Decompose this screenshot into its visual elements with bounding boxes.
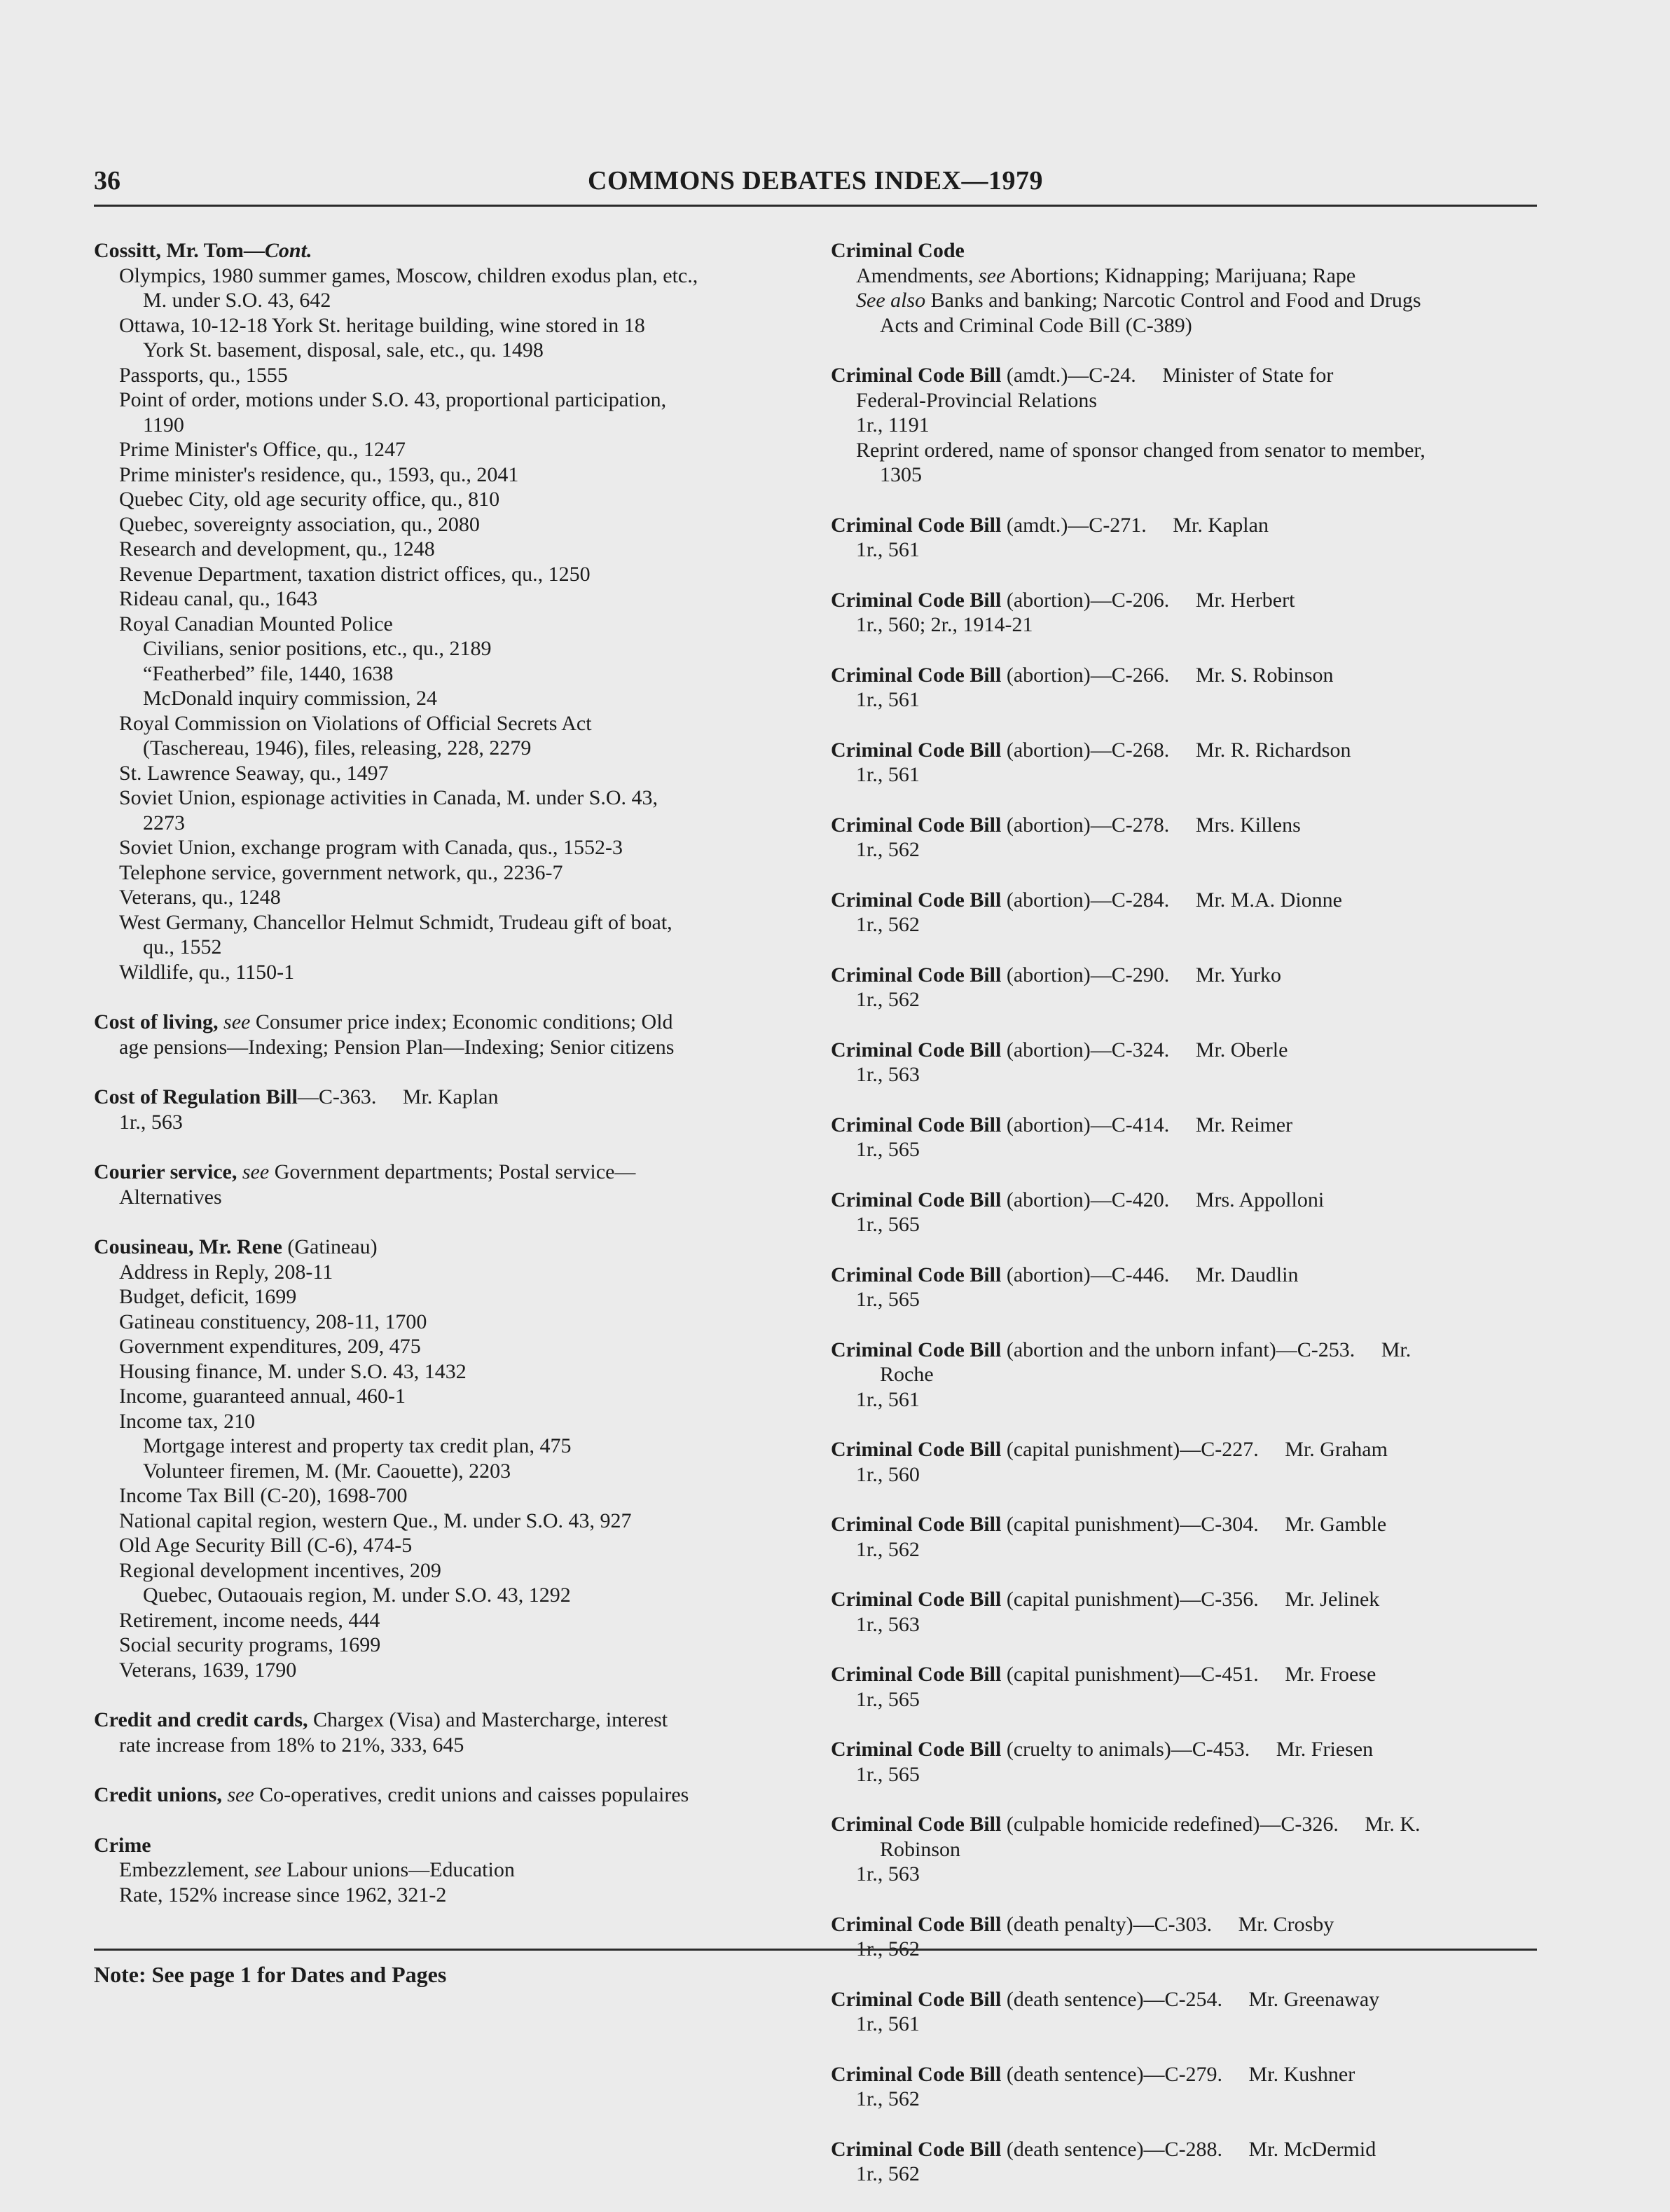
subentry: Point of order, motions under S.O. 43, proportional participation, [119, 388, 667, 411]
subentry: Rideau canal, qu., 1643 [119, 587, 318, 610]
subentry: 1r., 563 [856, 1862, 920, 1885]
entry-heading: Criminal Code Bill [831, 1663, 1002, 1686]
subentry: Telephone service, government network, qu., 2236-7 [119, 860, 563, 884]
subentry: 1r., 563 [856, 1612, 920, 1636]
index-entry-bill-c278 [831, 813, 1538, 863]
subentry: Regional development incentives, 209 [119, 1558, 441, 1582]
entry-heading: Criminal Code Bill [831, 588, 1002, 612]
see-ref: see [978, 263, 1006, 287]
subentry: Housing finance, M. under S.O. 43, 1432 [119, 1359, 467, 1383]
index-entry-bill-c253 [831, 1338, 1538, 1413]
subentry-text: Labour unions—Education [287, 1858, 515, 1881]
subentry: 1r., 565 [856, 1138, 920, 1161]
subentry: Reprint ordered, name of sponsor changed from senator to member, [856, 438, 1426, 462]
subentry: 1r., 563 [856, 1063, 920, 1086]
subentry-text: Abortions; Kidnapping; Marijuana; Rape [1009, 263, 1356, 287]
subentry-wrap: (Taschereau, 1946), files, releasing, 228, 2279 [143, 736, 532, 760]
entry-text: (culpable homicide redefined)—C-326. Mr. K. [1006, 1813, 1421, 1836]
entry-heading: Criminal Code Bill [831, 813, 1002, 837]
subentry: 1r., 1191 [856, 413, 930, 437]
subentry: Research and development, qu., 1248 [119, 537, 435, 561]
entry-wrap: Federal-Provincial Relations [856, 388, 1098, 412]
entry-wrap: Roche [880, 1363, 934, 1386]
subentry: St. Lawrence Seaway, qu., 1497 [119, 761, 389, 785]
entry-heading: Criminal Code Bill [831, 513, 1002, 537]
index-entry-cousineau [94, 1235, 794, 1682]
entry-text: (abortion)—C-206. Mr. Herbert [1006, 588, 1295, 612]
index-entry-bill-c24 [831, 363, 1538, 488]
entry-heading: Criminal Code Bill [831, 738, 1002, 762]
index-entry-bill-c420 [831, 1188, 1538, 1237]
page-title: COMMONS DEBATES INDEX—1979 [588, 166, 1043, 195]
see-also-ref: See also [856, 289, 926, 312]
index-entry-bill-c453 [831, 1737, 1538, 1787]
entry-text: (death sentence)—C-279. Mr. Kushner [1006, 2062, 1355, 2086]
subentry: Rate, 152% increase since 1962, 321-2 [119, 1883, 447, 1907]
entry-text: (abortion)—C-266. Mr. S. Robinson [1006, 663, 1334, 687]
entry-text: (death penalty)—C-303. Mr. Crosby [1006, 1912, 1334, 1936]
sub-subentry: Civilians, senior positions, etc., qu., 2189 [143, 637, 492, 660]
subentry: Address in Reply, 208-11 [119, 1260, 333, 1284]
entry-heading: Criminal Code Bill [831, 1188, 1002, 1211]
subentry: Olympics, 1980 summer games, Moscow, children exodus plan, etc., [119, 263, 698, 287]
entry-text: (amdt.)—C-24. Minister of State for [1006, 364, 1334, 387]
index-entry-bill-c414 [831, 1113, 1538, 1162]
entry-heading: Criminal Code Bill [831, 1738, 1002, 1761]
entry-text: (abortion)—C-414. Mr. Reimer [1006, 1113, 1293, 1136]
subentry: 1r., 561 [856, 1387, 920, 1411]
entry-text: (amdt.)—C-271. Mr. Kaplan [1006, 513, 1269, 537]
entry-text: (abortion)—C-284. Mr. M.A. Dionne [1006, 888, 1342, 912]
entry-text: (abortion)—C-420. Mrs. Appolloni [1006, 1188, 1325, 1211]
subentry: Quebec, sovereignty association, qu., 2080 [119, 512, 480, 536]
subentry: 1r., 560; 2r., 1914-21 [856, 613, 1033, 636]
subentry-wrap: 1305 [880, 463, 922, 486]
entry-heading: Criminal Code Bill [831, 1263, 1002, 1286]
index-entry-bill-c227 [831, 1437, 1538, 1487]
entry-heading: Criminal Code Bill [831, 364, 1002, 387]
subentry: 1r., 561 [856, 763, 920, 786]
subentry: 1r., 560 [856, 1462, 920, 1486]
subentry: 1r., 562 [856, 838, 920, 861]
entry-heading: Criminal Code [831, 239, 965, 262]
subentry: Quebec City, old age security office, qu., 810 [119, 488, 500, 511]
index-entry-credit-unions [94, 1782, 794, 1808]
subentry: Embezzlement, [119, 1858, 249, 1881]
subentry: 1r., 565 [856, 1213, 920, 1236]
subentry: 1r., 561 [856, 688, 920, 711]
entry-heading: Cost of Regulation Bill [94, 1085, 298, 1108]
entry-wrap: age pensions—Indexing; Pension Plan—Indexing; Senior citizens [119, 1035, 675, 1059]
entry-heading: Criminal Code Bill [831, 1113, 1002, 1136]
entry-heading: Cossitt, Mr. Tom— [94, 239, 265, 262]
index-entry-criminal-code [831, 238, 1538, 338]
subentry: 1r., 562 [856, 1537, 920, 1561]
entry-text: (capital punishment)—C-356. Mr. Jelinek [1006, 1588, 1380, 1611]
subentry-wrap: 2273 [143, 811, 185, 834]
entry-text: (abortion and the unborn infant)—C-253. Mr. [1006, 1338, 1412, 1361]
entry-text: Government departments; Postal service— [274, 1160, 636, 1183]
subentry: Old Age Security Bill (C-6), 474-5 [119, 1534, 413, 1557]
sub-subentry: Quebec, Outaouais region, M. under S.O. 43, 1292 [143, 1584, 571, 1607]
subentry: 1r., 561 [856, 538, 920, 561]
entry-text: (capital punishment)—C-451. Mr. Froese [1006, 1663, 1376, 1686]
index-entry-courier [94, 1160, 794, 1209]
index-entry-bill-c279 [831, 2062, 1538, 2112]
entry-text: (death sentence)—C-254. Mr. Greenaway [1006, 1987, 1380, 2011]
subentry: 1r., 562 [856, 2087, 920, 2110]
subentry-wrap: Acts and Criminal Code Bill (C-389) [880, 313, 1192, 337]
see-ref: see [242, 1160, 270, 1183]
see-ref: see [227, 1783, 254, 1806]
entry-heading: Cousineau, Mr. Rene [94, 1235, 282, 1258]
entry-text: (death sentence)—C-288. Mr. McDermid [1006, 2137, 1376, 2161]
subentry-text: Banks and banking; Narcotic Control and Food and Drugs [930, 289, 1421, 312]
entry-text: —C-363. Mr. Kaplan [297, 1085, 499, 1108]
entry-heading: Criminal Code Bill [831, 663, 1002, 687]
subentry: Prime Minister's Office, qu., 1247 [119, 438, 406, 461]
page-header [94, 165, 1537, 207]
entry-wrap: Robinson [880, 1837, 961, 1861]
entry-cont: Cont. [264, 239, 312, 262]
subentry: Income tax, 210 [119, 1409, 256, 1433]
entry-wrap: Alternatives [119, 1185, 222, 1209]
entry-heading: Criminal Code Bill [831, 1987, 1002, 2011]
index-entry-bill-c254 [831, 1987, 1538, 2037]
subentry-wrap: M. under S.O. 43, 642 [143, 289, 331, 312]
subentry: 1r., 562 [856, 988, 920, 1011]
entry-text: (abortion)—C-324. Mr. Oberle [1006, 1038, 1288, 1062]
index-entry-bill-c290 [831, 963, 1538, 1012]
subentry: Revenue Department, taxation district offices, qu., 1250 [119, 562, 591, 586]
entry-text: Consumer price index; Economic conditions; Old [255, 1010, 673, 1033]
index-entry-bill-c271 [831, 513, 1538, 563]
index-entry-crime [94, 1833, 794, 1908]
index-entry-bill-c324 [831, 1038, 1538, 1087]
subentry: 1r., 565 [856, 1288, 920, 1311]
index-entry-bill-c451 [831, 1662, 1538, 1712]
sub-subentry: Volunteer firemen, M. (Mr. Caouette), 2203 [143, 1459, 511, 1483]
subentry: Social security programs, 1699 [119, 1633, 381, 1656]
index-entry-bill-c268 [831, 738, 1538, 788]
entry-riding: (Gatineau) [287, 1235, 378, 1258]
subentry: 1r., 561 [856, 2012, 920, 2035]
subentry: 1r., 562 [856, 2162, 920, 2185]
entry-text: (abortion)—C-278. Mrs. Killens [1006, 813, 1301, 837]
subentry: West Germany, Chancellor Helmut Schmidt, Trudeau gift of boat, [119, 910, 672, 934]
entry-heading: Criminal Code Bill [831, 1912, 1002, 1936]
entry-heading: Criminal Code Bill [831, 1513, 1002, 1536]
subentry: Budget, deficit, 1699 [119, 1285, 297, 1308]
entry-heading: Crime [94, 1833, 151, 1857]
entry-heading: Credit unions, [94, 1783, 222, 1806]
entry-text: (abortion)—C-290. Mr. Yurko [1006, 963, 1282, 987]
entry-text: (abortion)—C-446. Mr. Daudlin [1006, 1263, 1299, 1286]
sub-subentry: “Featherbed” file, 1440, 1638 [143, 661, 394, 685]
subentry: Income, guaranteed annual, 460-1 [119, 1385, 406, 1408]
subentry: Income Tax Bill (C-20), 1698-700 [119, 1484, 408, 1507]
page-number: 36 [94, 166, 120, 195]
subentry: Ottawa, 10-12-18 York St. heritage building, wine stored in 18 [119, 313, 645, 337]
entry-heading: Courier service, [94, 1160, 237, 1183]
subentry: Government expenditures, 209, 475 [119, 1335, 421, 1358]
entry-heading: Credit and credit cards, [94, 1708, 308, 1731]
entry-text: (capital punishment)—C-304. Mr. Gamble [1006, 1513, 1387, 1536]
index-entry-bill-c303 [831, 1912, 1538, 1962]
see-ref: see [254, 1858, 282, 1881]
sub-subentry: Mortgage interest and property tax credit plan, 475 [143, 1434, 572, 1457]
index-entry-bill-c326 [831, 1812, 1538, 1887]
subentry: Passports, qu., 1555 [119, 363, 288, 387]
subentry: Soviet Union, espionage activities in Canada, M. under S.O. 43, [119, 786, 658, 809]
subentry: Gatineau constituency, 208-11, 1700 [119, 1310, 427, 1333]
see-ref: see [223, 1010, 251, 1033]
index-entry-cost-of-living [94, 1010, 794, 1059]
index-entry-bill-c304 [831, 1512, 1538, 1562]
subentry: Wildlife, qu., 1150-1 [119, 960, 295, 984]
entry-heading: Cost of living, [94, 1010, 219, 1033]
subentry: Royal Canadian Mounted Police [119, 612, 393, 636]
subentry-wrap: 1190 [143, 413, 184, 437]
subentry: National capital region, western Que., M. under S.O. 43, 927 [119, 1509, 632, 1532]
entry-heading: Criminal Code Bill [831, 1588, 1002, 1611]
index-entry-bill-c266 [831, 663, 1538, 713]
index-entry-bill-c284 [831, 888, 1538, 937]
index-entry-bill-c446 [831, 1263, 1538, 1312]
entry-heading: Criminal Code Bill [831, 1338, 1002, 1361]
entry-wrap: rate increase from 18% to 21%, 333, 645 [119, 1733, 464, 1757]
subentry: Prime minister's residence, qu., 1593, qu., 2041 [119, 462, 519, 486]
subentry: 1r., 562 [856, 913, 920, 936]
sub-subentry: McDonald inquiry commission, 24 [143, 687, 437, 710]
subentry: Retirement, income needs, 444 [119, 1608, 380, 1632]
entry-text: (cruelty to animals)—C-453. Mr. Friesen [1006, 1738, 1374, 1761]
index-entry-bill-c356 [831, 1587, 1538, 1637]
subentry-wrap: qu., 1552 [143, 935, 222, 959]
entry-text: Chargex (Visa) and Mastercharge, interest [313, 1708, 668, 1731]
subentry: 1r., 565 [856, 1687, 920, 1711]
subentry: Soviet Union, exchange program with Canada, qus., 1552-3 [119, 836, 623, 859]
entry-heading: Criminal Code Bill [831, 1038, 1002, 1062]
right-column [831, 238, 1538, 2212]
index-entry-credit [94, 1708, 794, 1757]
subentry: Royal Commission on Violations of Official Secrets Act [119, 711, 592, 735]
index-entry-cost-of-regulation [94, 1085, 794, 1134]
entry-text: (abortion)—C-268. Mr. R. Richardson [1006, 738, 1351, 762]
subentry: 1r., 563 [119, 1110, 183, 1134]
left-column [94, 238, 794, 1932]
index-entry-cossitt [94, 238, 794, 984]
index-entry-bill-c206 [831, 588, 1538, 638]
entry-text: (capital punishment)—C-227. Mr. Graham [1006, 1438, 1388, 1461]
subentry: Amendments, [856, 263, 974, 287]
footer-divider [94, 1949, 1537, 1951]
subentry: 1r., 562 [856, 1937, 920, 1960]
subentry: 1r., 565 [856, 1762, 920, 1786]
entry-heading: Criminal Code Bill [831, 2062, 1002, 2086]
entry-heading: Criminal Code Bill [831, 1438, 1002, 1461]
index-entry-bill-c288 [831, 2137, 1538, 2187]
subentry-wrap: York St. basement, disposal, sale, etc., qu. 1498 [143, 338, 544, 362]
entry-heading: Criminal Code Bill [831, 963, 1002, 987]
entry-heading: Criminal Code Bill [831, 2137, 1002, 2161]
subentry: Veterans, qu., 1248 [119, 886, 281, 909]
entry-text: Co-operatives, credit unions and caisses populaires [259, 1783, 689, 1806]
footer-note: Note: See page 1 for Dates and Pages [94, 1962, 447, 1987]
entry-heading: Criminal Code Bill [831, 888, 1002, 912]
entry-heading: Criminal Code Bill [831, 1813, 1002, 1836]
subentry: Veterans, 1639, 1790 [119, 1658, 297, 1682]
